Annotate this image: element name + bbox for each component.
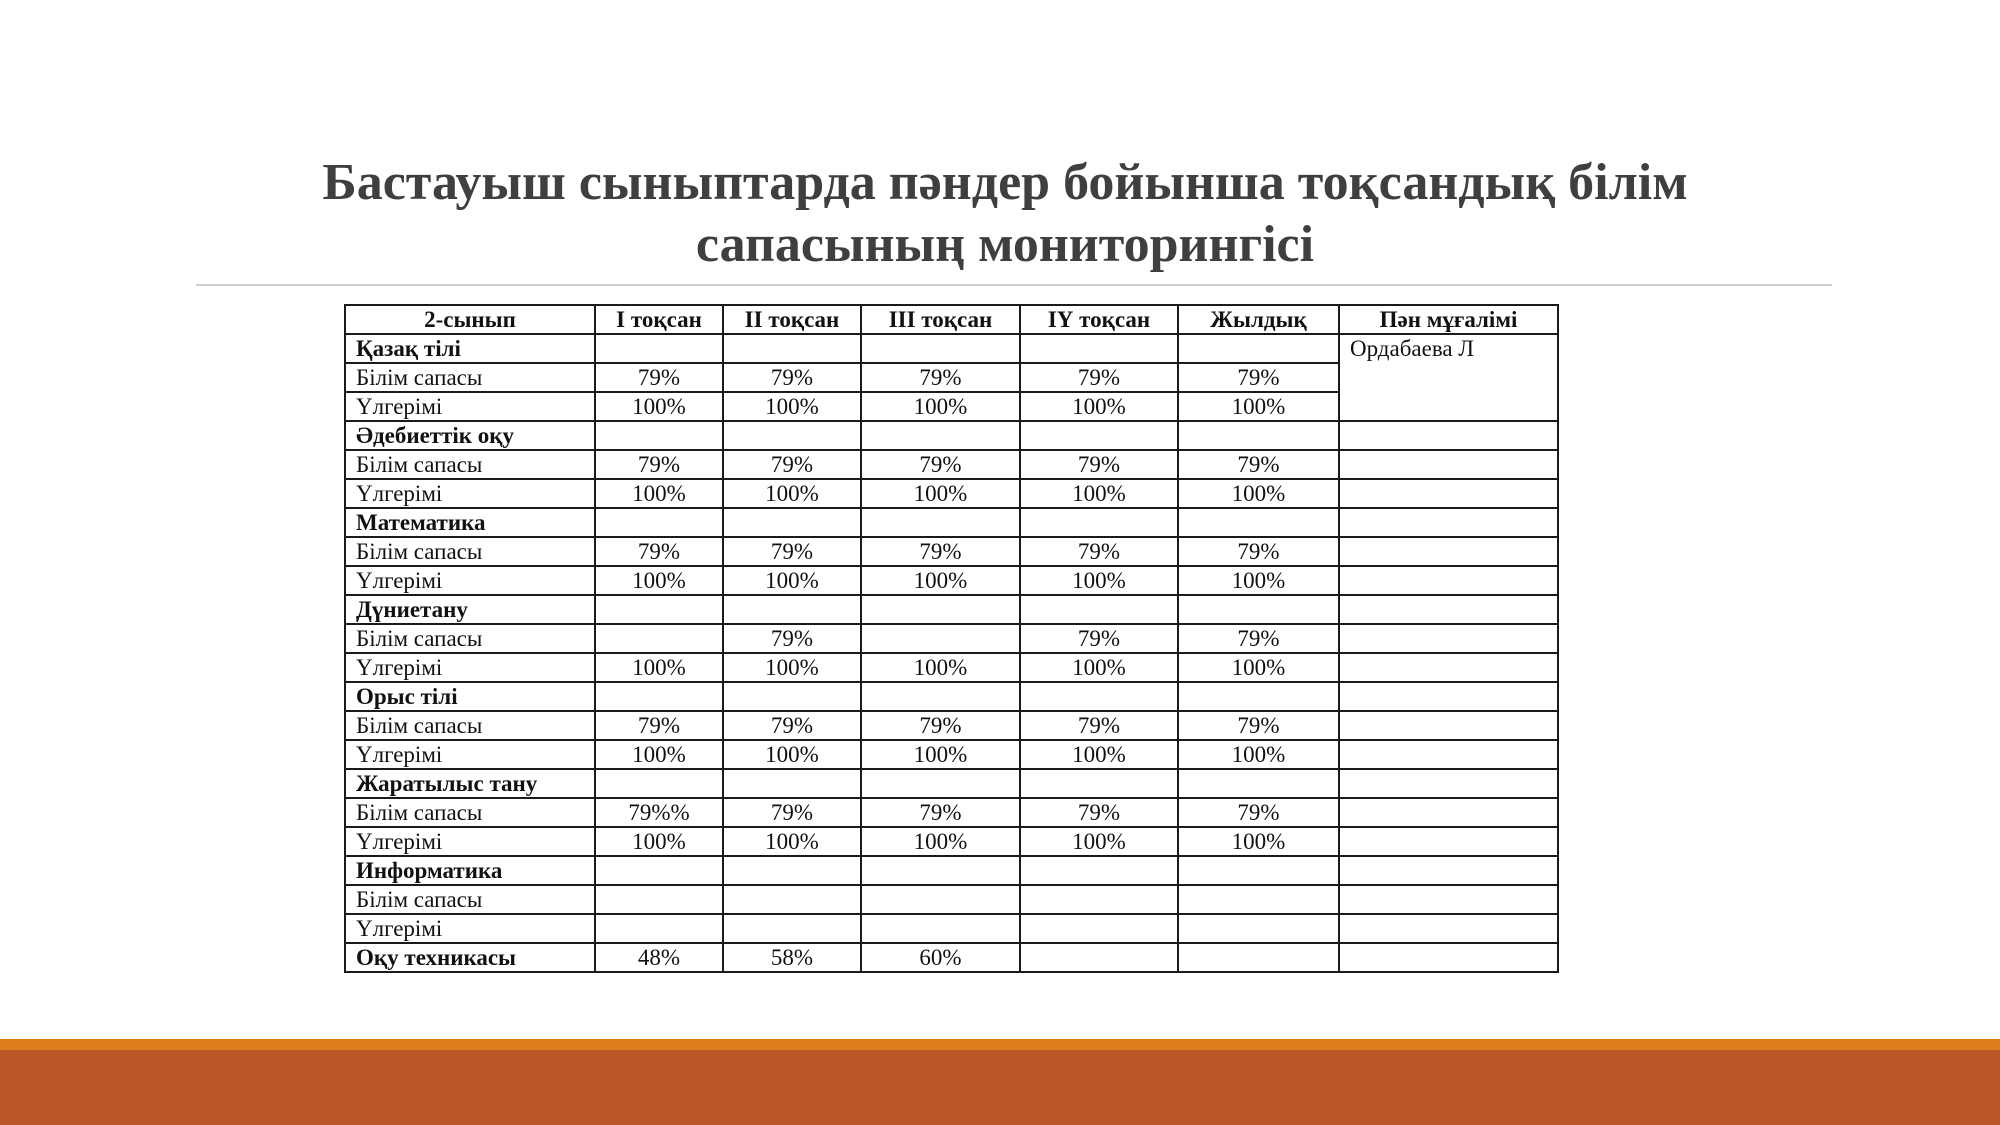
- value-cell: 100%: [1020, 740, 1178, 769]
- value-cell: 100%: [595, 479, 723, 508]
- value-cell: 79%: [723, 624, 861, 653]
- table-container: [344, 304, 1559, 973]
- empty-cell: [861, 856, 1020, 885]
- teacher-cell: [1339, 508, 1558, 537]
- table-row: [345, 914, 1558, 943]
- empty-cell: [1178, 856, 1339, 885]
- teacher-cell: [1339, 827, 1558, 856]
- value-cell: 100%: [595, 392, 723, 421]
- value-cell: 100%: [861, 740, 1020, 769]
- empty-cell: [1020, 334, 1178, 363]
- row-label: Үлгерімі: [345, 653, 595, 682]
- value-cell: 100%: [1178, 479, 1339, 508]
- value-cell: 100%: [723, 827, 861, 856]
- value-cell: [1020, 943, 1178, 972]
- value-cell: [1178, 914, 1339, 943]
- value-cell: 100%: [595, 653, 723, 682]
- header-teacher: Пән мұғалімі: [1339, 305, 1558, 334]
- subject-name: Информатика: [345, 856, 595, 885]
- slide-title-line2: сапасының мониторингісі: [695, 216, 1315, 273]
- row-label: Үлгерімі: [345, 392, 595, 421]
- value-cell: 100%: [1020, 392, 1178, 421]
- value-cell: 100%: [1178, 827, 1339, 856]
- value-cell: 79%: [1178, 537, 1339, 566]
- empty-cell: [861, 682, 1020, 711]
- empty-cell: [1020, 421, 1178, 450]
- title-divider: [196, 284, 1832, 286]
- table-row: [345, 450, 1558, 479]
- value-cell: 79%: [1178, 363, 1339, 392]
- row-label: Білім сапасы: [345, 450, 595, 479]
- empty-cell: [723, 682, 861, 711]
- empty-cell: [1020, 682, 1178, 711]
- row-label: Үлгерімі: [345, 566, 595, 595]
- table-row: [345, 624, 1558, 653]
- subject-row: [345, 421, 1558, 450]
- teacher-cell: [1339, 624, 1558, 653]
- empty-cell: [595, 334, 723, 363]
- footer-accent-line: [0, 1039, 2000, 1050]
- empty-cell: [595, 421, 723, 450]
- teacher-cell: [1339, 421, 1558, 450]
- row-label: Білім сапасы: [345, 798, 595, 827]
- teacher-cell: [1339, 914, 1558, 943]
- empty-cell: [723, 769, 861, 798]
- value-cell: [1178, 885, 1339, 914]
- table-row: [345, 711, 1558, 740]
- value-cell: 79%: [861, 798, 1020, 827]
- value-cell: 79%: [723, 363, 861, 392]
- header-annual: Жылдық: [1178, 305, 1339, 334]
- value-cell: 79%: [861, 537, 1020, 566]
- value-cell: 100%: [595, 566, 723, 595]
- value-cell: 100%: [595, 827, 723, 856]
- footer-band: [0, 1050, 2000, 1125]
- empty-cell: [1178, 421, 1339, 450]
- subject-name: Жаратылыс тану: [345, 769, 595, 798]
- value-cell: 100%: [1178, 566, 1339, 595]
- empty-cell: [595, 856, 723, 885]
- teacher-cell: [1339, 450, 1558, 479]
- value-cell: 100%: [723, 566, 861, 595]
- value-cell: 79%: [723, 798, 861, 827]
- value-cell: 48%: [595, 943, 723, 972]
- empty-cell: [723, 334, 861, 363]
- value-cell: 100%: [1020, 827, 1178, 856]
- value-cell: 79%: [595, 450, 723, 479]
- table-row: [345, 479, 1558, 508]
- empty-cell: [861, 421, 1020, 450]
- empty-cell: [595, 508, 723, 537]
- table-row: [345, 653, 1558, 682]
- value-cell: 79%: [1020, 711, 1178, 740]
- table-row: [345, 740, 1558, 769]
- table-row: [345, 885, 1558, 914]
- value-cell: 100%: [723, 740, 861, 769]
- value-cell: 100%: [723, 479, 861, 508]
- value-cell: 100%: [1178, 740, 1339, 769]
- value-cell: 79%: [1020, 537, 1178, 566]
- value-cell: 100%: [723, 653, 861, 682]
- teacher-cell: [1339, 566, 1558, 595]
- row-label: Үлгерімі: [345, 914, 595, 943]
- empty-cell: [1020, 508, 1178, 537]
- value-cell: 100%: [1020, 479, 1178, 508]
- value-cell: 100%: [861, 479, 1020, 508]
- value-cell: 79%: [1178, 624, 1339, 653]
- value-cell: 79%: [723, 711, 861, 740]
- teacher-cell: [1339, 682, 1558, 711]
- value-cell: [861, 914, 1020, 943]
- row-label: Үлгерімі: [345, 740, 595, 769]
- empty-cell: [595, 682, 723, 711]
- value-cell: 79%: [861, 711, 1020, 740]
- row-label: Білім сапасы: [345, 885, 595, 914]
- empty-cell: [1178, 595, 1339, 624]
- teacher-cell: [1339, 856, 1558, 885]
- empty-cell: [861, 769, 1020, 798]
- value-cell: [723, 885, 861, 914]
- value-cell: 79%: [1178, 711, 1339, 740]
- reading-row: [345, 943, 1558, 972]
- header-class: 2-сынып: [345, 305, 595, 334]
- subject-row: [345, 769, 1558, 798]
- value-cell: 79%%: [595, 798, 723, 827]
- subject-name: Орыс тілі: [345, 682, 595, 711]
- empty-cell: [1178, 682, 1339, 711]
- teacher-cell: [1339, 479, 1558, 508]
- value-cell: 79%: [861, 450, 1020, 479]
- empty-cell: [723, 595, 861, 624]
- value-cell: 100%: [1178, 653, 1339, 682]
- value-cell: 79%: [1020, 450, 1178, 479]
- value-cell: 79%: [595, 711, 723, 740]
- row-label: Білім сапасы: [345, 624, 595, 653]
- value-cell: 100%: [861, 392, 1020, 421]
- teacher-cell: [1339, 943, 1558, 972]
- value-cell: 79%: [1020, 363, 1178, 392]
- teacher-cell: [1339, 740, 1558, 769]
- empty-cell: [861, 595, 1020, 624]
- header-q4: ІҮ тоқсан: [1020, 305, 1178, 334]
- teacher-cell: [1339, 798, 1558, 827]
- header-q3: ІІІ тоқсан: [861, 305, 1020, 334]
- value-cell: 58%: [723, 943, 861, 972]
- empty-cell: [723, 421, 861, 450]
- teacher-cell: [1339, 653, 1558, 682]
- value-cell: 79%: [1178, 798, 1339, 827]
- table-header-row: [345, 305, 1558, 334]
- value-cell: 100%: [595, 740, 723, 769]
- header-q1: І тоқсан: [595, 305, 723, 334]
- row-label: Білім сапасы: [345, 711, 595, 740]
- value-cell: 79%: [723, 537, 861, 566]
- value-cell: [1020, 914, 1178, 943]
- empty-cell: [595, 769, 723, 798]
- value-cell: 60%: [861, 943, 1020, 972]
- teacher-cell: [1339, 537, 1558, 566]
- teacher-cell: [1339, 769, 1558, 798]
- empty-cell: [1178, 334, 1339, 363]
- table-row: [345, 537, 1558, 566]
- empty-cell: [1020, 856, 1178, 885]
- value-cell: 100%: [861, 653, 1020, 682]
- monitoring-table: [344, 304, 1559, 973]
- value-cell: 100%: [1178, 392, 1339, 421]
- value-cell: 79%: [723, 450, 861, 479]
- teacher-cell: [1339, 711, 1558, 740]
- table-row: [345, 827, 1558, 856]
- subject-row: [345, 595, 1558, 624]
- value-cell: [861, 885, 1020, 914]
- subject-row: [345, 508, 1558, 537]
- value-cell: 100%: [1020, 653, 1178, 682]
- empty-cell: [1178, 769, 1339, 798]
- value-cell: 100%: [861, 566, 1020, 595]
- empty-cell: [861, 508, 1020, 537]
- value-cell: 100%: [723, 392, 861, 421]
- empty-cell: [1178, 508, 1339, 537]
- value-cell: [723, 914, 861, 943]
- value-cell: [1178, 943, 1339, 972]
- value-cell: 79%: [1178, 450, 1339, 479]
- table-row: [345, 566, 1558, 595]
- empty-cell: [861, 334, 1020, 363]
- subject-row: [345, 682, 1558, 711]
- row-label: Үлгерімі: [345, 827, 595, 856]
- subject-name: Әдебиеттік оқу: [345, 421, 595, 450]
- subject-name: Математика: [345, 508, 595, 537]
- value-cell: 79%: [595, 537, 723, 566]
- value-cell: 79%: [595, 363, 723, 392]
- subject-name: Қазақ тілі: [345, 334, 595, 363]
- empty-cell: [595, 595, 723, 624]
- slide-title-line1: Бастауыш сыныптарда пәндер бойынша тоқсандық білім: [322, 154, 1688, 211]
- value-cell: [595, 624, 723, 653]
- row-label: Білім сапасы: [345, 537, 595, 566]
- empty-cell: [1020, 769, 1178, 798]
- subject-row: [345, 856, 1558, 885]
- table-body: [345, 334, 1558, 972]
- row-label: Үлгерімі: [345, 479, 595, 508]
- value-cell: 100%: [1020, 566, 1178, 595]
- subject-name: Дүниетану: [345, 595, 595, 624]
- empty-cell: [1020, 595, 1178, 624]
- teacher-cell: [1339, 595, 1558, 624]
- value-cell: 79%: [1020, 798, 1178, 827]
- value-cell: 79%: [1020, 624, 1178, 653]
- teacher-cell: [1339, 885, 1558, 914]
- header-q2: ІІ тоқсан: [723, 305, 861, 334]
- reading-label: Оқу техникасы: [345, 943, 595, 972]
- subject-row: [345, 334, 1558, 363]
- empty-cell: [723, 856, 861, 885]
- empty-cell: [723, 508, 861, 537]
- slide-title: [190, 152, 1820, 276]
- value-cell: [1020, 885, 1178, 914]
- value-cell: [595, 885, 723, 914]
- value-cell: 100%: [861, 827, 1020, 856]
- table-row: [345, 798, 1558, 827]
- teacher-name: Ордабаева Л: [1339, 334, 1558, 421]
- value-cell: 79%: [861, 363, 1020, 392]
- row-label: Білім сапасы: [345, 363, 595, 392]
- value-cell: [861, 624, 1020, 653]
- value-cell: [595, 914, 723, 943]
